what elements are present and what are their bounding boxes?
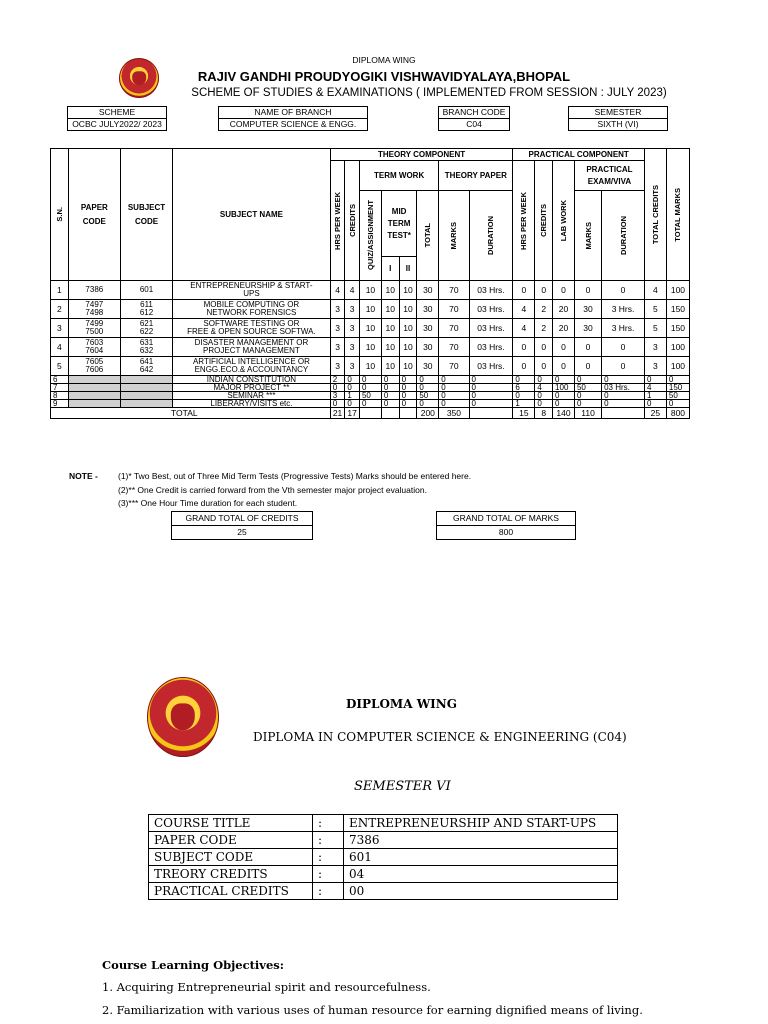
row-tcr: 3 <box>644 357 666 376</box>
course-row-label: COURSE TITLE <box>149 815 313 832</box>
row-subject-code <box>120 384 172 392</box>
row-paper-code <box>68 400 120 408</box>
course-row-sep: : <box>313 849 344 866</box>
scheme-value: OCBC JULY2022/ 2023 <box>67 119 167 131</box>
row-m1: 0 <box>381 392 399 400</box>
table-row <box>51 319 690 338</box>
row-m1: 10 <box>381 357 399 376</box>
col-p-duration: DURATION <box>602 191 645 281</box>
table-row-small <box>51 400 690 408</box>
branch-value: COMPUTER SCIENCE & ENGG. <box>218 119 368 131</box>
row-sn: 8 <box>51 392 69 400</box>
row-tot: 30 <box>417 300 439 319</box>
row-m1: 0 <box>381 376 399 384</box>
branch-box <box>218 106 368 131</box>
row-marks: 0 <box>439 400 469 408</box>
total-p-marks: 110 <box>574 408 601 419</box>
row-dur: 0 <box>469 384 513 392</box>
total-total-marks: 800 <box>666 408 689 419</box>
row-m2: 10 <box>399 281 417 300</box>
col-p-credits: CREDITS <box>535 161 553 281</box>
note-label: NOTE - <box>69 471 98 481</box>
row-m2: 0 <box>399 400 417 408</box>
row-m2: 10 <box>399 338 417 357</box>
row-tm: 100 <box>666 281 689 300</box>
row-sn: 2 <box>51 300 69 319</box>
col-total: TOTAL <box>417 191 439 281</box>
row-subject-name: ARTIFICIAL INTELLIGENCE OR ENGG.ECO.& ACCOUNTANCY <box>173 357 331 376</box>
row-pmarks: 0 <box>574 357 601 376</box>
row-pdur: 0 <box>602 376 645 384</box>
row-tot: 50 <box>417 392 439 400</box>
total-empty <box>469 408 513 419</box>
course-semester: SEMESTER VI <box>354 779 451 794</box>
row-cr: 0 <box>345 376 360 384</box>
row-cr: 0 <box>345 400 360 408</box>
row-pmarks: 0 <box>574 338 601 357</box>
course-row-value: 7386 <box>344 832 618 849</box>
row-tot: 0 <box>417 376 439 384</box>
course-row <box>149 832 618 849</box>
diploma-wing-label: DIPLOMA WING <box>352 55 416 65</box>
row-cr: 3 <box>345 357 360 376</box>
row-phrs: 0 <box>513 357 535 376</box>
row-quiz: 10 <box>359 281 381 300</box>
row-marks: 0 <box>439 392 469 400</box>
row-m1: 10 <box>381 338 399 357</box>
row-tcr: 5 <box>644 319 666 338</box>
row-subject-code: 611 612 <box>120 300 172 319</box>
row-lab: 0 <box>553 400 575 408</box>
row-tm: 150 <box>666 384 689 392</box>
branch-code-box <box>438 106 510 131</box>
row-marks: 70 <box>439 281 469 300</box>
scheme-label: SCHEME <box>67 106 167 119</box>
row-marks: 0 <box>439 376 469 384</box>
row-dur: 03 Hrs. <box>469 357 513 376</box>
grand-marks-label: GRAND TOTAL OF MARKS <box>436 511 576 526</box>
row-dur: 03 Hrs. <box>469 319 513 338</box>
row-pdur: 3 Hrs. <box>602 300 645 319</box>
semester-value: SIXTH (VI) <box>568 119 668 131</box>
row-quiz: 10 <box>359 338 381 357</box>
total-hrs: 21 <box>330 408 345 419</box>
course-row <box>149 815 618 832</box>
row-hrs: 3 <box>330 357 345 376</box>
row-tm: 0 <box>666 400 689 408</box>
row-m2: 0 <box>399 384 417 392</box>
col-subject-code: SUBJECT CODE <box>120 149 172 281</box>
row-lab: 100 <box>553 384 575 392</box>
row-marks: 70 <box>439 319 469 338</box>
row-tcr: 1 <box>644 392 666 400</box>
row-phrs: 1 <box>513 400 535 408</box>
row-pcr: 2 <box>535 319 553 338</box>
course-info-table <box>148 814 618 900</box>
row-subject-name: DISASTER MANAGEMENT OR PROJECT MANAGEMENT <box>173 338 331 357</box>
row-m1: 0 <box>381 400 399 408</box>
practical-exam-header: PRACTICAL EXAM/VIVA <box>574 161 644 191</box>
row-sn: 9 <box>51 400 69 408</box>
course-row <box>149 849 618 866</box>
col-total-credits: TOTAL CREDITS <box>644 149 666 281</box>
row-dur: 03 Hrs. <box>469 300 513 319</box>
grand-total-marks-box <box>436 511 576 540</box>
row-pdur: 0 <box>602 338 645 357</box>
row-tot: 0 <box>417 384 439 392</box>
row-phrs: 0 <box>513 281 535 300</box>
row-subject-name: MAJOR PROJECT ** <box>173 384 331 392</box>
note-3: (3)*** One Hour Time duration for each student. <box>118 498 298 508</box>
branch-label: NAME OF BRANCH <box>218 106 368 119</box>
col-mid-i: I <box>381 257 399 281</box>
row-paper-code: 7603 7604 <box>68 338 120 357</box>
course-row-sep: : <box>313 832 344 849</box>
semester-label: SEMESTER <box>568 106 668 119</box>
practical-component-header: PRACTICAL COMPONENT <box>513 149 645 161</box>
row-paper-code: 7499 7500 <box>68 319 120 338</box>
total-row <box>51 408 690 419</box>
row-dur: 0 <box>469 392 513 400</box>
row-tcr: 3 <box>644 338 666 357</box>
total-total: 200 <box>417 408 439 419</box>
row-subject-code: 621 622 <box>120 319 172 338</box>
row-m2: 0 <box>399 376 417 384</box>
row-paper-code <box>68 376 120 384</box>
row-lab: 20 <box>553 300 575 319</box>
total-lab: 140 <box>553 408 575 419</box>
row-phrs: 6 <box>513 384 535 392</box>
row-dur: 03 Hrs. <box>469 338 513 357</box>
row-pmarks: 0 <box>574 281 601 300</box>
row-pcr: 0 <box>535 400 553 408</box>
row-quiz: 0 <box>359 384 381 392</box>
scheme-title: SCHEME OF STUDIES & EXAMINATIONS ( IMPLEMENTED FROM SESSION : JULY 2023) <box>191 87 667 99</box>
row-cr: 0 <box>345 384 360 392</box>
course-row-value: 00 <box>344 883 618 900</box>
row-pmarks: 0 <box>574 400 601 408</box>
row-m1: 10 <box>381 300 399 319</box>
row-quiz: 0 <box>359 376 381 384</box>
row-tm: 100 <box>666 357 689 376</box>
row-subject-code <box>120 400 172 408</box>
row-phrs: 0 <box>513 338 535 357</box>
row-m1: 0 <box>381 384 399 392</box>
col-credits: CREDITS <box>345 161 360 281</box>
row-cr: 4 <box>345 281 360 300</box>
row-pcr: 0 <box>535 281 553 300</box>
row-phrs: 0 <box>513 392 535 400</box>
row-hrs: 3 <box>330 300 345 319</box>
row-tm: 150 <box>666 300 689 319</box>
row-pcr: 0 <box>535 338 553 357</box>
total-empty <box>602 408 645 419</box>
col-sn: S.N. <box>51 149 69 281</box>
row-hrs: 3 <box>330 338 345 357</box>
row-pmarks: 0 <box>574 376 601 384</box>
row-subject-code: 641 642 <box>120 357 172 376</box>
total-credits: 17 <box>345 408 360 419</box>
row-sn: 4 <box>51 338 69 357</box>
row-tcr: 5 <box>644 300 666 319</box>
col-p-marks: MARKS <box>574 191 601 281</box>
row-subject-code: 601 <box>120 281 172 300</box>
total-p-credits: 8 <box>535 408 553 419</box>
total-marks: 350 <box>439 408 469 419</box>
table-row <box>51 281 690 300</box>
course-row-sep: : <box>313 866 344 883</box>
scheme-box <box>67 106 167 131</box>
row-quiz: 10 <box>359 357 381 376</box>
row-cr: 1 <box>345 392 360 400</box>
row-tm: 0 <box>666 376 689 384</box>
row-tcr: 4 <box>644 384 666 392</box>
course-row-value: 04 <box>344 866 618 883</box>
grand-credits-label: GRAND TOTAL OF CREDITS <box>171 511 313 526</box>
row-tot: 30 <box>417 338 439 357</box>
col-quiz: QUIZ/ASSIGNMENT <box>359 191 381 281</box>
row-cr: 3 <box>345 319 360 338</box>
row-pmarks: 30 <box>574 300 601 319</box>
table-row <box>51 300 690 319</box>
row-subject-name: MOBILE COMPUTING OR NETWORK FORENSICS <box>173 300 331 319</box>
course-row-label: PAPER CODE <box>149 832 313 849</box>
course-row-label: TREORY CREDITS <box>149 866 313 883</box>
row-tcr: 0 <box>644 376 666 384</box>
row-paper-code: 7386 <box>68 281 120 300</box>
row-hrs: 3 <box>330 392 345 400</box>
course-row-sep: : <box>313 815 344 832</box>
table-row-small <box>51 376 690 384</box>
row-subject-name: SEMINAR *** <box>173 392 331 400</box>
row-pmarks: 0 <box>574 392 601 400</box>
row-hrs: 3 <box>330 319 345 338</box>
note-1: (1)* Two Best, out of Three Mid Term Tests (Progressive Tests) Marks should be entered here. <box>118 471 472 481</box>
row-subject-name: ENTREPRENEURSHIP & START- UPS <box>173 281 331 300</box>
col-total-marks: TOTAL MARKS <box>666 149 689 281</box>
row-pcr: 0 <box>535 357 553 376</box>
row-tcr: 0 <box>644 400 666 408</box>
row-sn: 1 <box>51 281 69 300</box>
row-m2: 0 <box>399 392 417 400</box>
row-pdur: 0 <box>602 357 645 376</box>
table-row-small <box>51 392 690 400</box>
row-paper-code <box>68 392 120 400</box>
col-mid-ii: II <box>399 257 417 281</box>
total-empty <box>399 408 417 419</box>
row-phrs: 4 <box>513 319 535 338</box>
row-pdur: 0 <box>602 400 645 408</box>
grand-total-credits-box <box>171 511 313 540</box>
row-hrs: 4 <box>330 281 345 300</box>
course-wing-label: DIPLOMA WING <box>346 697 458 711</box>
row-m2: 10 <box>399 357 417 376</box>
row-phrs: 4 <box>513 300 535 319</box>
term-work-header: TERM WORK <box>359 161 438 191</box>
row-sn: 6 <box>51 376 69 384</box>
row-subject-code: 631 632 <box>120 338 172 357</box>
course-program: DIPLOMA IN COMPUTER SCIENCE & ENGINEERING (C04) <box>253 730 627 744</box>
row-marks: 70 <box>439 338 469 357</box>
row-sn: 3 <box>51 319 69 338</box>
row-phrs: 0 <box>513 376 535 384</box>
grand-marks-value: 800 <box>436 526 576 540</box>
university-emblem-large <box>147 677 219 757</box>
row-hrs: 0 <box>330 384 345 392</box>
row-tm: 100 <box>666 338 689 357</box>
total-label: TOTAL <box>51 408 331 419</box>
note-2: (2)** One Credit is carried forward from the Vth semester major project evaluation. <box>118 485 427 495</box>
course-row-sep: : <box>313 883 344 900</box>
row-tm: 50 <box>666 392 689 400</box>
row-tot: 30 <box>417 319 439 338</box>
total-total-credits: 25 <box>644 408 666 419</box>
branch-code-value: C04 <box>438 119 510 131</box>
row-pdur: 0 <box>602 392 645 400</box>
row-quiz: 50 <box>359 392 381 400</box>
row-pmarks: 30 <box>574 319 601 338</box>
row-cr: 3 <box>345 338 360 357</box>
course-row-label: SUBJECT CODE <box>149 849 313 866</box>
mid-term-header: MID TERM TEST* <box>381 191 416 257</box>
row-m2: 10 <box>399 300 417 319</box>
row-paper-code: 7497 7498 <box>68 300 120 319</box>
row-lab: 0 <box>553 376 575 384</box>
row-marks: 0 <box>439 384 469 392</box>
row-marks: 70 <box>439 300 469 319</box>
table-row-small <box>51 384 690 392</box>
row-quiz: 0 <box>359 400 381 408</box>
row-pcr: 0 <box>535 376 553 384</box>
col-subject-name: SUBJECT NAME <box>173 149 331 281</box>
course-row-value: ENTREPRENEURSHIP AND START-UPS <box>344 815 618 832</box>
row-m2: 10 <box>399 319 417 338</box>
row-subject-code <box>120 376 172 384</box>
row-paper-code <box>68 384 120 392</box>
course-row-label: PRACTICAL CREDITS <box>149 883 313 900</box>
course-row <box>149 866 618 883</box>
objectives-title: Course Learning Objectives: <box>102 958 285 972</box>
scheme-table <box>50 148 690 419</box>
row-lab: 0 <box>553 281 575 300</box>
row-paper-code: 7605 7606 <box>68 357 120 376</box>
semester-box <box>568 106 668 131</box>
row-hrs: 2 <box>330 376 345 384</box>
total-p-hrs: 15 <box>513 408 535 419</box>
table-row <box>51 357 690 376</box>
grand-credits-value: 25 <box>171 526 313 540</box>
col-lab-work: LAB WORK <box>553 161 575 281</box>
row-lab: 0 <box>553 338 575 357</box>
objective-2: 2. Familiarization with various uses of human resource for earning dignified means of living. <box>102 1003 643 1017</box>
branch-code-label: BRANCH CODE <box>438 106 510 119</box>
total-empty <box>381 408 399 419</box>
row-sn: 7 <box>51 384 69 392</box>
row-tot: 30 <box>417 281 439 300</box>
objective-1: 1. Acquiring Entrepreneurial spirit and resourcefulness. <box>102 980 431 994</box>
row-m1: 10 <box>381 319 399 338</box>
row-lab: 0 <box>553 392 575 400</box>
row-tot: 30 <box>417 357 439 376</box>
row-lab: 20 <box>553 319 575 338</box>
university-name: RAJIV GANDHI PROUDYOGIKI VISHWAVIDYALAYA,BHOPAL <box>197 69 571 84</box>
row-dur: 0 <box>469 400 513 408</box>
row-pcr: 4 <box>535 384 553 392</box>
row-pmarks: 50 <box>574 384 601 392</box>
row-pcr: 0 <box>535 392 553 400</box>
col-marks: MARKS <box>439 191 469 281</box>
col-hrs-week: HRS PER WEEK <box>330 161 345 281</box>
row-marks: 70 <box>439 357 469 376</box>
course-row-value: 601 <box>344 849 618 866</box>
table-row <box>51 338 690 357</box>
row-subject-name: INDIAN CONSTITUTION <box>173 376 331 384</box>
row-lab: 0 <box>553 357 575 376</box>
row-subject-code <box>120 392 172 400</box>
row-tot: 0 <box>417 400 439 408</box>
col-paper-code: PAPER CODE <box>68 149 120 281</box>
theory-paper-header: THEORY PAPER <box>439 161 513 191</box>
row-tcr: 4 <box>644 281 666 300</box>
row-pdur: 3 Hrs. <box>602 319 645 338</box>
col-p-hrs-week: HRS PER WEEK <box>513 161 535 281</box>
row-pdur: 0 <box>602 281 645 300</box>
row-subject-name: SOFTWARE TESTING OR FREE & OPEN SOURCE SOFTWA. <box>173 319 331 338</box>
row-hrs: 0 <box>330 400 345 408</box>
row-sn: 5 <box>51 357 69 376</box>
row-tm: 150 <box>666 319 689 338</box>
row-dur: 0 <box>469 376 513 384</box>
row-m1: 10 <box>381 281 399 300</box>
row-subject-name: LIBERARY/VISITS etc. <box>173 400 331 408</box>
row-pdur: 03 Hrs. <box>602 384 645 392</box>
row-quiz: 10 <box>359 319 381 338</box>
theory-component-header: THEORY COMPONENT <box>330 149 513 161</box>
row-quiz: 10 <box>359 300 381 319</box>
col-duration: DURATION <box>469 191 513 281</box>
row-cr: 3 <box>345 300 360 319</box>
row-pcr: 2 <box>535 300 553 319</box>
total-empty <box>359 408 381 419</box>
row-dur: 03 Hrs. <box>469 281 513 300</box>
course-row <box>149 883 618 900</box>
